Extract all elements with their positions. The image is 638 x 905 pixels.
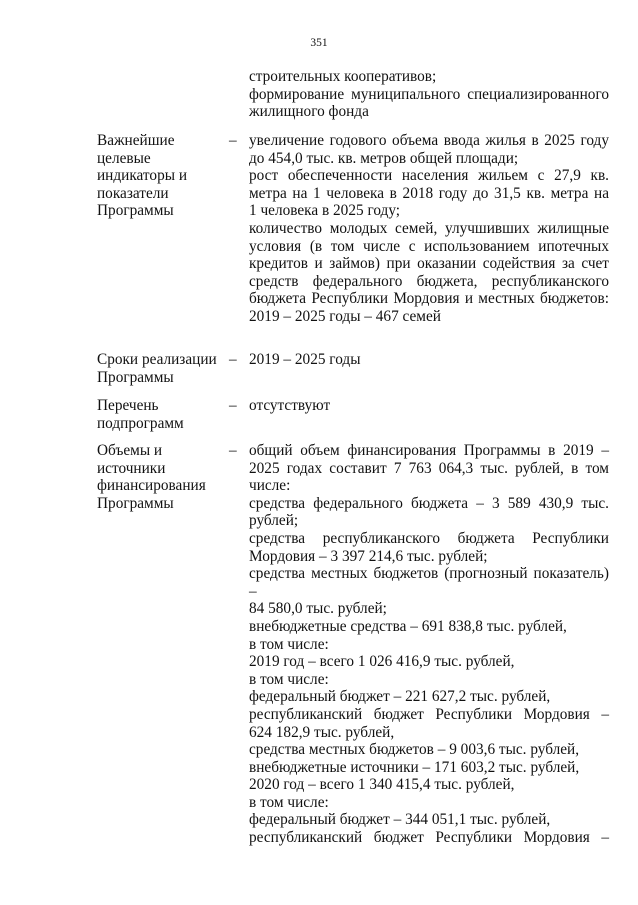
text-line: в том числе: — [249, 793, 329, 811]
text-line: увеличение годового объема ввода жилья в 2025 году — [249, 132, 609, 149]
text-line: 2020 год – всего 1 340 415,4 тыс. рублей, — [249, 776, 515, 794]
section-content — [249, 132, 609, 326]
section-content — [249, 351, 609, 369]
text-line: условия (в том числе с использованием ипотечных — [249, 237, 609, 255]
label-line: подпрограмм — [97, 414, 184, 432]
text-line: средства республиканского бюджета Республики — [249, 529, 609, 547]
text-line: числе: — [249, 477, 291, 495]
text-line: отсутствуют — [249, 397, 331, 414]
label-line: Программы — [97, 202, 174, 220]
text-line: рублей; — [249, 512, 299, 530]
text-line: 624 182,9 тыс. рублей, — [249, 723, 395, 741]
text-line: общий объем финансирования Программы в 2019 – — [249, 442, 609, 459]
text-line: 2025 годах составит 7 763 064,3 тыс. рублей, в том — [249, 459, 609, 477]
label-line: целевые — [97, 149, 151, 167]
text-line: федеральный бюджет – 344 051,1 тыс. рублей, — [249, 811, 551, 829]
page-number: 351 — [310, 37, 328, 49]
text-line: количество молодых семей, улучшивших жилищные — [249, 219, 609, 237]
text-line: Мордовия – 3 397 214,6 тыс. рублей; — [249, 547, 488, 565]
text-line: внебюджетные средства – 691 838,8 тыс. рублей, — [249, 617, 567, 635]
text-line: федеральный бюджет – 221 627,2 тыс. рублей, — [249, 688, 551, 706]
text-line: внебюджетные источники – 171 603,2 тыс. рублей, — [249, 758, 580, 776]
text-line: жилищного фонда — [249, 103, 369, 121]
label-line: Перечень — [97, 397, 159, 414]
text-line: в том числе: — [249, 635, 329, 653]
text-line: 84 580,0 тыс. рублей; — [249, 600, 387, 618]
section-label — [97, 397, 225, 432]
text-line: 2019 год – всего 1 026 416,9 тыс. рублей, — [249, 653, 515, 671]
text-line: в том числе: — [249, 670, 329, 688]
dash-separator: – — [229, 442, 237, 459]
section-label — [97, 442, 225, 512]
text-line: средства местных бюджетов – 9 003,6 тыс. рублей, — [249, 741, 580, 759]
section-label — [97, 351, 225, 386]
label-line: Программы — [97, 368, 174, 386]
label-line: Объемы и — [97, 442, 163, 459]
label-line: источники — [97, 459, 166, 477]
text-line: средств федерального бюджета, республиканского — [249, 272, 609, 290]
text-line: метра на 1 человека в 2018 году до 31,5 кв. метра на — [249, 184, 609, 202]
text-line: средства местных бюджетов (прогнозный показатель) – — [249, 565, 609, 600]
label-line: финансирования — [97, 477, 206, 495]
dash-separator: – — [229, 351, 237, 368]
section-content — [249, 397, 609, 415]
text-line: 1 человека в 2025 году; — [249, 202, 401, 220]
section-label — [97, 132, 225, 220]
dash-separator: – — [229, 397, 237, 414]
intro-text — [249, 68, 609, 121]
text-line: до 454,0 тыс. кв. метров общей площади; — [249, 149, 519, 167]
label-line: индикаторы и — [97, 167, 188, 185]
dash-separator: – — [229, 132, 237, 149]
label-line: Важнейшие — [97, 132, 175, 149]
label-line: Сроки реализации — [97, 351, 217, 368]
text-line: бюджета Республики Мордовия и местных бюджетов: — [249, 290, 609, 308]
text-line: 2019 – 2025 годы — [249, 351, 361, 368]
label-line: показатели — [97, 184, 169, 202]
text-line: строительных кооперативов; — [249, 68, 437, 85]
text-line: формирование муниципального специализированного — [249, 85, 609, 103]
text-line: рост обеспеченности населения жильем с 27,9 кв. — [249, 167, 609, 185]
text-line: республиканский бюджет Республики Мордовия – — [249, 705, 609, 723]
text-line: 2019 – 2025 годы – 467 семей — [249, 307, 441, 325]
text-line: кредитов и займов) при оказании содействия за счет — [249, 255, 609, 273]
section-content — [249, 442, 609, 847]
label-line: Программы — [97, 494, 174, 512]
text-line: республиканский бюджет Республики Мордовия – — [249, 829, 609, 847]
text-line: средства федерального бюджета – 3 589 430,9 тыс. — [249, 494, 609, 512]
